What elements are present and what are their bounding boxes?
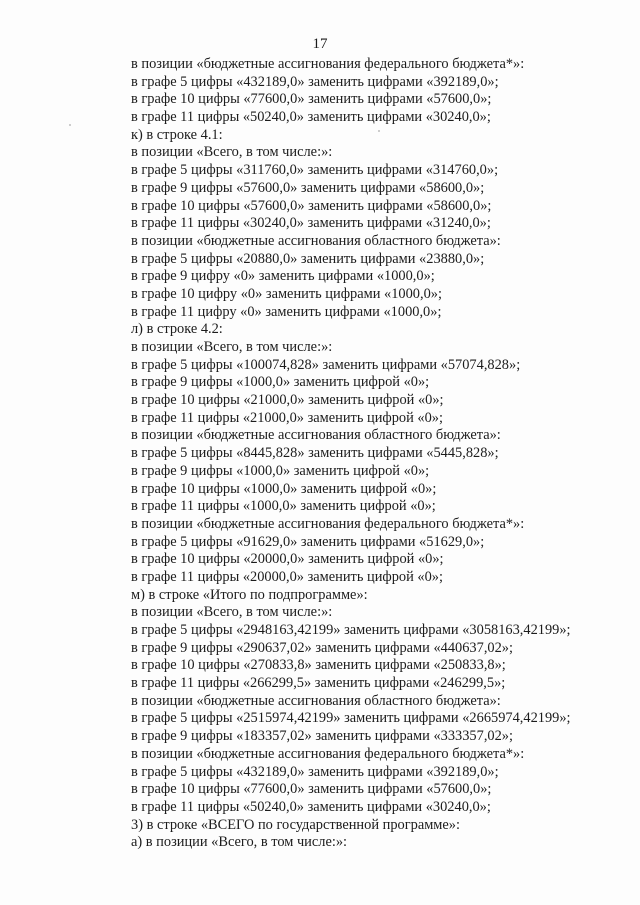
text-line: в графе 11 цифры «266299,5» заменить цифрами «246299,5»;	[131, 675, 506, 692]
text-line: в графе 5 цифры «432189,0» заменить цифрами «392189,0»;	[131, 73, 499, 90]
text-line: в графе 9 цифры «1000,0» заменить цифрой «0»;	[131, 374, 430, 391]
text-line: в графе 10 цифры «77600,0» заменить цифрами «57600,0»;	[131, 781, 492, 798]
text-line: в позиции «Всего, в том числе:»:	[131, 339, 333, 355]
text-line: в позиции «бюджетные ассигнования федерального бюджета*»:	[131, 56, 525, 72]
text-line: в графе 11 цифры «20000,0» заменить цифрой «0»;	[131, 568, 444, 585]
text-line: в графе 5 цифры «432189,0» заменить цифрами «392189,0»;	[131, 763, 499, 780]
text-line: л) в строке 4.2:	[131, 321, 223, 338]
text-line: в позиции «бюджетные ассигнования федерального бюджета*»:	[131, 515, 525, 532]
scan-speck	[69, 124, 71, 126]
text-line: в графе 5 цифры «20880,0» заменить цифрами «23880,0»;	[131, 250, 485, 267]
text-line: в графе 9 цифры «1000,0» заменить цифрой «0»;	[131, 462, 430, 479]
text-line: в графе 10 цифры «20000,0» заменить цифрой «0»;	[131, 551, 444, 568]
text-line: в графе 10 цифру «0» заменить цифрами «1000,0»;	[131, 285, 442, 302]
text-line: м) в строке «Итого по подпрограмме»:	[131, 586, 368, 603]
text-line: в графе 10 цифры «270833,8» заменить цифрами «250833,8»;	[131, 657, 506, 674]
text-line: в графе 11 цифры «30240,0» заменить цифрами «31240,0»;	[131, 215, 491, 232]
text-line: в графе 9 цифры «290637,02» заменить цифрами «440637,02»;	[131, 639, 513, 656]
text-line: в графе 11 цифру «0» заменить цифрами «1000,0»;	[131, 303, 442, 320]
text-line: в графе 9 цифры «183357,02» заменить цифрами «333357,02»;	[131, 728, 513, 745]
text-line: в графе 11 цифры «50240,0» заменить цифрами «30240,0»;	[131, 109, 491, 126]
text-line: в графе 10 цифры «1000,0» заменить цифрой «0»;	[131, 480, 437, 497]
text-line: в графе 5 цифры «2515974,42199» заменить цифрами «2665974,42199»;	[131, 710, 571, 727]
text-line: в графе 11 цифры «21000,0» заменить цифрой «0»;	[131, 409, 444, 426]
text-line: в графе 9 цифры «57600,0» заменить цифрами «58600,0»;	[131, 179, 485, 196]
text-line: в позиции «бюджетные ассигнования областного бюджета»:	[131, 692, 501, 709]
text-line: в графе 11 цифры «1000,0» заменить цифрой «0»;	[131, 498, 436, 515]
text-line: в позиции «бюджетные ассигнования областного бюджета»:	[131, 232, 501, 249]
text-line: в графе 11 цифры «50240,0» заменить цифрами «30240,0»;	[131, 798, 491, 815]
text-line: в графе 10 цифры «57600,0» заменить цифрами «58600,0»;	[131, 197, 492, 214]
text-line: в графе 5 цифры «100074,828» заменить цифрами «57074,828»;	[131, 356, 521, 373]
text-line: к) в строке 4.1:	[131, 126, 223, 143]
text-line: в графе 9 цифру «0» заменить цифрами «1000,0»;	[131, 268, 435, 285]
text-line: в позиции «бюджетные ассигнования областного бюджета»:	[131, 427, 501, 444]
text-line: в позиции «бюджетные ассигнования федерального бюджета*»:	[131, 745, 525, 762]
text-line: в графе 10 цифры «21000,0» заменить цифрой «0»;	[131, 392, 444, 409]
text-line: в графе 10 цифры «77600,0» заменить цифрами «57600,0»;	[131, 91, 492, 108]
text-line: в графе 5 цифры «91629,0» заменить цифрами «51629,0»;	[131, 533, 485, 550]
page-number: 17	[312, 36, 328, 52]
text-line: а) в позиции «Всего, в том числе:»:	[131, 834, 348, 851]
document-body	[131, 56, 631, 852]
text-line: 3) в строке «ВСЕГО по государственной программе»:	[131, 816, 460, 833]
text-line: в позиции «Всего, в том числе:»:	[131, 604, 333, 621]
text-line: в графе 5 цифры «311760,0» заменить цифрами «314760,0»;	[131, 162, 499, 179]
text-line: в позиции «Всего, в том числе:»:	[131, 144, 333, 161]
text-line: в графе 5 цифры «8445,828» заменить цифрами «5445,828»;	[131, 445, 499, 462]
text-line: в графе 5 цифры «2948163,42199» заменить цифрами «3058163,42199»;	[131, 622, 571, 638]
scan-speck	[378, 130, 380, 132]
